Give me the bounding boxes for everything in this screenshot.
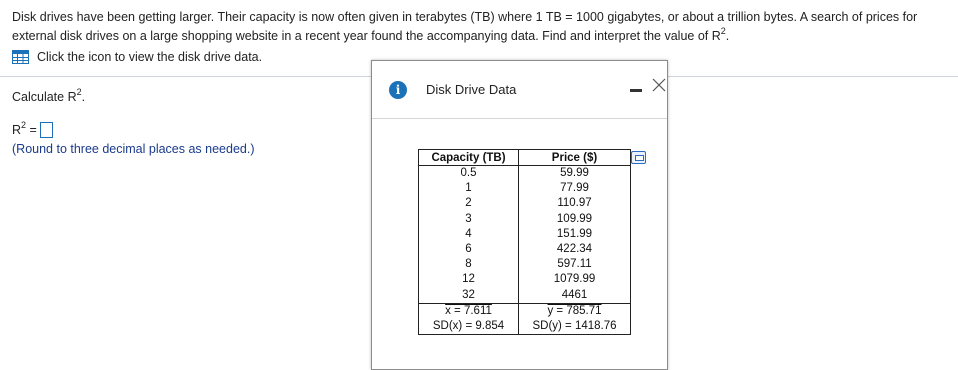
copy-data-icon[interactable] — [631, 151, 646, 164]
table-row — [419, 181, 631, 196]
table-row — [419, 257, 631, 272]
price-cell: 1079.99 — [519, 272, 631, 287]
problem-statement — [12, 8, 952, 46]
table-row — [419, 227, 631, 242]
rounding-note: (Round to three decimal places as needed.) — [12, 142, 255, 156]
capacity-cell: 8 — [419, 257, 519, 272]
answer-label-sup: 2 — [21, 120, 27, 130]
question-text: Calculate R — [12, 90, 77, 104]
question-superscript: 2 — [76, 87, 82, 97]
capacity-cell: 4 — [419, 227, 519, 242]
capacity-cell: 6 — [419, 242, 519, 257]
y-sd: SD(y) = 1418.76 — [519, 319, 631, 335]
table-row — [419, 212, 631, 227]
price-cell: 59.99 — [519, 166, 631, 182]
price-cell: 4461 — [519, 288, 631, 304]
disk-drive-table — [418, 149, 631, 335]
answer-label-eq: = — [26, 123, 37, 137]
table-row — [419, 242, 631, 257]
x-mean-text: x = 7.611 — [445, 304, 492, 317]
problem-superscript: 2 — [720, 26, 726, 36]
mean-row — [419, 303, 631, 319]
data-link-label: Click the icon to view the disk drive data. — [37, 50, 263, 64]
price-cell: 110.97 — [519, 196, 631, 211]
question-prompt — [12, 87, 86, 104]
table-header-row — [419, 150, 631, 166]
table-row — [419, 288, 631, 304]
table-row — [419, 196, 631, 211]
price-cell: 109.99 — [519, 212, 631, 227]
capacity-cell: 12 — [419, 272, 519, 287]
data-table-wrapper — [418, 149, 631, 335]
x-mean — [419, 303, 519, 319]
answer-label-r: R — [12, 123, 22, 137]
r-squared-answer-input[interactable] — [40, 122, 53, 138]
problem-text: Disk drives have been getting larger. Their capacity is now often given in terabytes (TB) where 1 TB = 1000 gigabytes, or about a trillion bytes. A search of prices for external disk drives on a large shopping website in a recent year found the accompanying data. Find and interpret the value of R — [12, 10, 918, 43]
table-grid-icon[interactable] — [12, 50, 29, 64]
table-row — [419, 166, 631, 182]
capacity-cell: 32 — [419, 288, 519, 304]
answer-label — [12, 120, 37, 137]
info-icon: i — [389, 81, 407, 99]
dialog-header — [372, 61, 667, 119]
close-icon[interactable] — [651, 77, 667, 93]
capacity-cell: 0.5 — [419, 166, 519, 182]
y-mean — [519, 303, 631, 319]
dialog-title: Disk Drive Data — [426, 82, 517, 97]
capacity-cell: 3 — [419, 212, 519, 227]
header-price: Price ($) — [519, 150, 631, 166]
minimize-icon[interactable] — [630, 89, 642, 92]
price-cell: 77.99 — [519, 181, 631, 196]
x-sd: SD(x) = 9.854 — [419, 319, 519, 335]
price-cell: 151.99 — [519, 227, 631, 242]
capacity-cell: 2 — [419, 196, 519, 211]
disk-drive-data-dialog — [371, 60, 668, 370]
header-capacity: Capacity (TB) — [419, 150, 519, 166]
price-cell: 597.11 — [519, 257, 631, 272]
price-cell: 422.34 — [519, 242, 631, 257]
answer-row — [12, 122, 53, 138]
capacity-cell: 1 — [419, 181, 519, 196]
question-end: . — [81, 90, 86, 104]
problem-end: . — [725, 29, 730, 43]
sd-row — [419, 319, 631, 335]
table-row — [419, 272, 631, 287]
data-link[interactable] — [12, 49, 262, 65]
y-mean-text: y = 785.71 — [547, 304, 602, 317]
